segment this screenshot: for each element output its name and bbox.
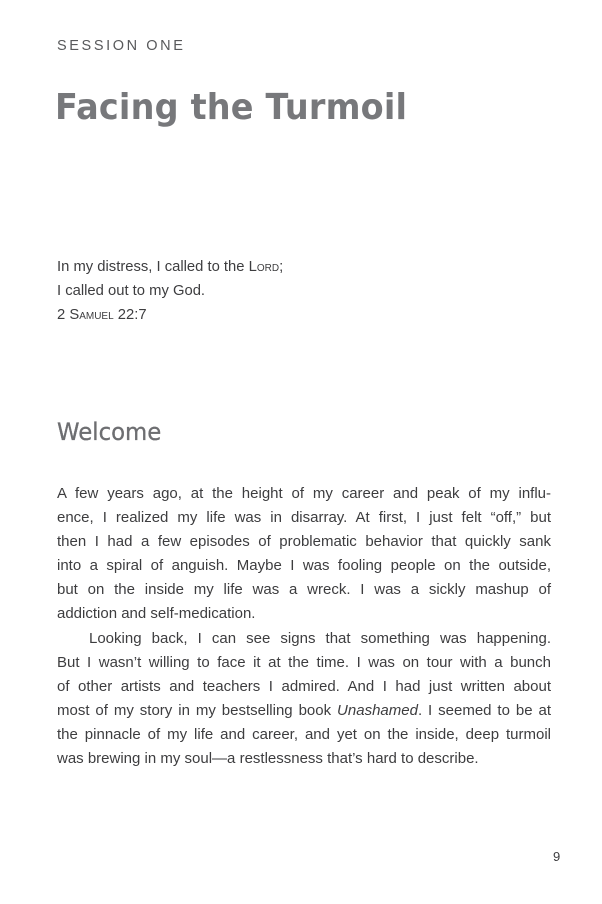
epigraph-line-2: I called out to my God. xyxy=(57,283,206,299)
section-heading-welcome: Welcome xyxy=(57,418,162,446)
paragraph-1 xyxy=(57,482,551,627)
paragraph-line: A few years ago, at the height of my career and peak of my influ- xyxy=(57,485,551,502)
paragraph-line: addiction and self-medication. xyxy=(57,605,256,623)
line-text: most of my story in my bestselling book xyxy=(57,701,338,719)
epigraph-citation xyxy=(57,303,283,327)
epigraph-line-1 xyxy=(57,255,283,279)
book-title-unashamed: Unashamed xyxy=(337,701,418,719)
citation-reference: 22:7 xyxy=(113,307,147,323)
session-label: SESSION ONE xyxy=(57,38,186,54)
paragraph-line: of other artists and teachers I admired. And I had just written about xyxy=(57,677,551,695)
epigraph xyxy=(57,255,283,327)
lord-small-caps: Lord xyxy=(248,259,280,275)
paragraph-2 xyxy=(57,627,551,772)
citation-book: 2 Samuel xyxy=(57,307,114,323)
paragraph-line: but on the inside my life was a wreck. I was a sickly mashup of xyxy=(57,581,551,599)
line-text: . I seemed to be at xyxy=(417,701,551,719)
body-text xyxy=(57,482,551,771)
paragraph-line: was brewing in my soul—a restlessness that’s hard to describe. xyxy=(57,750,479,768)
paragraph-line: the pinnacle of my life and career, and yet on the inside, deep turmoil xyxy=(57,725,551,743)
paragraph-line: ence, I realized my life was in disarray. At first, I just felt “off,” but xyxy=(57,509,551,527)
paragraph-line: But I wasn’t willing to face it at the time. I was on tour with a bunch xyxy=(57,653,551,671)
page-number: 9 xyxy=(553,849,561,864)
chapter-title: Facing the Turmoil xyxy=(55,87,408,128)
paragraph-line: then I had a few episodes of problematic behavior that quickly sank xyxy=(57,533,551,551)
epigraph-text: In my distress, I called to the xyxy=(57,259,249,275)
epigraph-punctuation: ; xyxy=(279,259,284,275)
paragraph-line: Looking back, I can see signs that something was happening. xyxy=(89,629,551,647)
paragraph-line xyxy=(57,699,551,723)
paragraph-line: into a spiral of anguish. Maybe I was fooling people on the outside, xyxy=(57,557,551,575)
